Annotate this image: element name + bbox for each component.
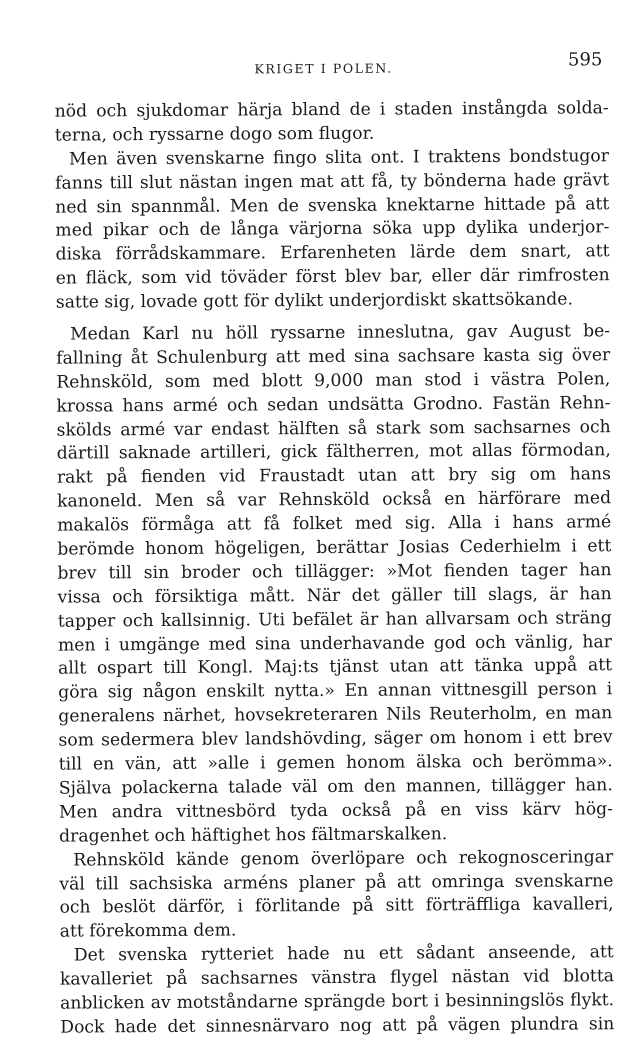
text-line: anblicken av motståndarne sprängde bort i besinningslös flykt. bbox=[60, 990, 615, 1014]
text-line: vissa och försiktiga mått. När det gäller till slags, är han bbox=[57, 584, 612, 608]
text-line: som sedermera blev landshövding, säger om honom i ett brev bbox=[58, 727, 613, 751]
text-line: allt ospart till Kongl. Maj:ts tjänst utan att tänka uppå att bbox=[58, 655, 613, 680]
text-line: Rehnsköld kände genom överlöpare och rekognosceringar bbox=[73, 846, 614, 871]
body-text bbox=[55, 97, 615, 1040]
text-line: berömde honom högeligen, berättar Josias Cederhielm i ett bbox=[57, 536, 612, 560]
text-line: kavalleriet på sachsarnes vänstra flygel nästan vid blotta bbox=[59, 966, 615, 990]
page-header bbox=[54, 49, 602, 80]
text-line: diska förrådskammare. Erfarenheten lärde dem snart, att bbox=[55, 241, 610, 265]
text-line: en fläck, som vid töväder först blev bar, eller där rimfrosten bbox=[55, 265, 610, 289]
text-line: Det svenska rytteriet hade nu ett sådant anseende, att bbox=[73, 942, 614, 966]
text-line: Själva polackerna talade väl om den mannen, tillägger han. bbox=[58, 775, 613, 799]
text-line: terna, och ryssarne dogo som flugor. bbox=[54, 123, 375, 146]
running-title: KRIGET I POLEN. bbox=[254, 60, 393, 77]
text-line: krossa hans armé och sedan undsätta Grodno. Fastän Rehn- bbox=[56, 392, 611, 417]
text-line: men i umgänge med sina underhavande god och vänlig, har bbox=[57, 631, 612, 656]
text-line: Men andra vittnesbörd tyda också på en viss kärv hög- bbox=[58, 799, 614, 823]
text-line: Dock hade det sinnesnärvaro nog att på vägen plundra sin bbox=[60, 1014, 615, 1038]
text-line: till en vän, att »alle i gemen honom älska och berömma». bbox=[58, 751, 613, 775]
text-line: väl till sachsiska arméns planer på att omringa svenskarne bbox=[59, 870, 614, 895]
text-line: fallning åt Schulenburg att med sina sachsare kasta sig över bbox=[56, 345, 611, 369]
text-line: rakt på fienden vid Fraustadt utan att bry sig om hans bbox=[56, 464, 611, 488]
text-line: göra sig någon enskilt nytta.» En annan vittnesgill person i bbox=[58, 679, 613, 703]
text-line: därtill saknade artilleri, gick fältherren, mot allas förmodan, bbox=[56, 440, 611, 465]
text-line: med pikar och de långa värjorna söka upp dylika underjor- bbox=[55, 217, 610, 242]
text-line: kanoneld. Men så var Rehnsköld också en härförare med bbox=[56, 488, 612, 512]
page-number: 595 bbox=[567, 49, 603, 71]
text-line: Medan Karl nu höll ryssarne inneslutna, gav August be- bbox=[69, 321, 611, 345]
text-line: dragenhet och häftighet hos fältmarskalken. bbox=[59, 823, 448, 847]
text-line: nöd och sjukdomar härja bland de i staden instångda solda- bbox=[54, 98, 609, 122]
text-line: Rehnsköld, som med blott 9,000 man stod i västra Polen, bbox=[56, 369, 611, 393]
text-line: makalös förmåga att få folket med sig. Alla i hans armé bbox=[57, 512, 612, 536]
text-line: och beslöt därför, i förlitande på sitt förträffliga kavalleri, bbox=[59, 894, 614, 918]
text-line: att förekomma dem. bbox=[59, 920, 237, 942]
text-line: skölds armé var endast hälften så stark som sachsarnes och bbox=[56, 416, 611, 441]
text-line: Men även svenskarne fingo slita ont. I traktens bondstugor bbox=[68, 146, 610, 170]
text-line: tapper och kallsinnig. Uti befälet är han allvarsam och sträng bbox=[57, 607, 612, 632]
text-line: satte sig, lovade gott för dylikt underjordiskt skattsökande. bbox=[55, 289, 573, 313]
text-line: ned sin spannmål. Men de svenska knektarne hittade på att bbox=[55, 193, 610, 218]
text-line: brev till sin broder och tillägger: »Mot fienden tager han bbox=[57, 560, 612, 584]
text-line: fanns till slut nästan ingen mat att få, ty bönderna hade grävt bbox=[55, 169, 610, 194]
text-line: generalens närhet, hovsekreteraren Nils Reuterholm, en man bbox=[58, 703, 613, 727]
